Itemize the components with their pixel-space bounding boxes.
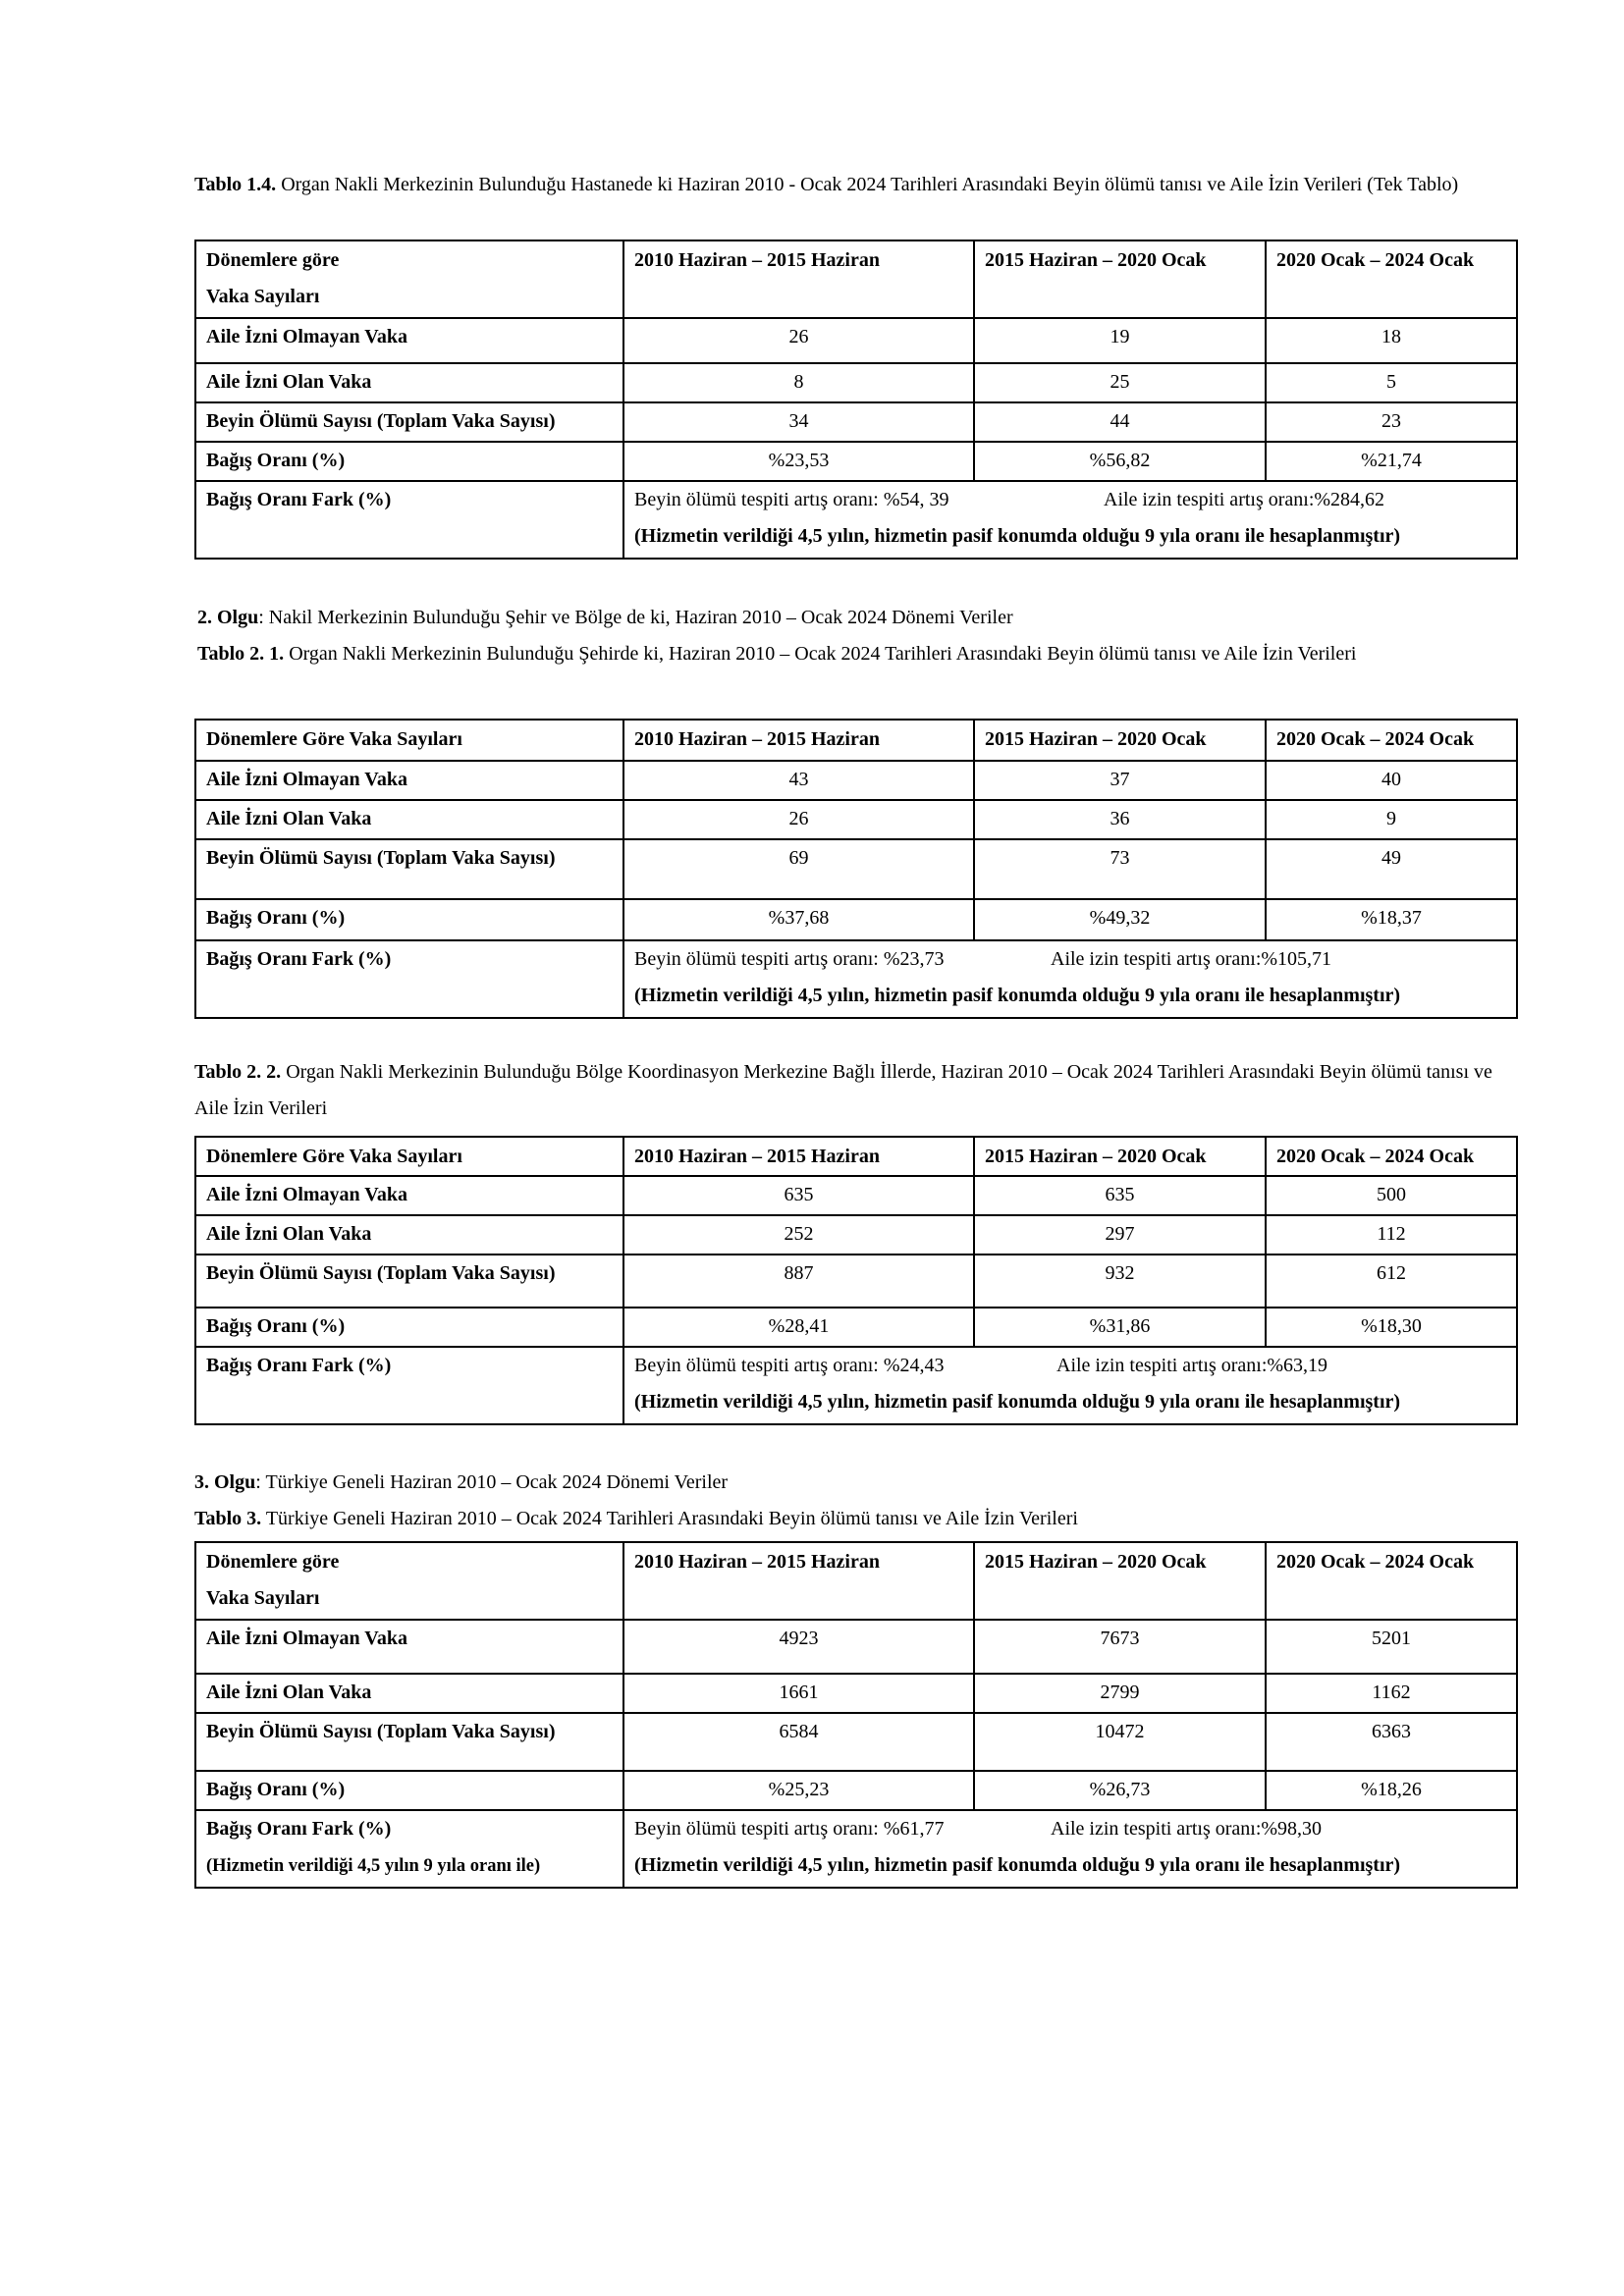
table-1-4 [194, 240, 1518, 560]
header-cell-period-1: 2010 Haziran – 2015 Haziran [623, 240, 974, 318]
row-label: Bağış Oranı Fark (%) [195, 940, 623, 1018]
caption-text: Türkiye Geneli Haziran 2010 – Ocak 2024 Tarihleri Arasındaki Beyin ölümü tanısı ve Aile İzin Verileri [261, 1508, 1078, 1529]
table-row [195, 1215, 1517, 1255]
table-row [195, 402, 1517, 442]
cell-value: 36 [974, 800, 1266, 839]
cell-value: 5201 [1266, 1620, 1517, 1674]
caption-label: Tablo 3. [194, 1508, 262, 1529]
fark-beyin: Beyin ölümü tespiti artış oranı: %24,43 [634, 1355, 945, 1376]
fark-cell [623, 1347, 1517, 1424]
table-row-fark [195, 1810, 1517, 1888]
table-3-caption [194, 1501, 1530, 1537]
cell-value: 37 [974, 761, 1266, 800]
row-label: Beyin Ölümü Sayısı (Toplam Vaka Sayısı) [195, 839, 623, 899]
row-label: Aile İzni Olmayan Vaka [195, 1620, 623, 1674]
table-row-fark [195, 481, 1517, 559]
table-header-row [195, 720, 1517, 761]
cell-value: 49 [1266, 839, 1517, 899]
caption-text: Organ Nakli Merkezinin Bulunduğu Şehirde ki, Haziran 2010 – Ocak 2024 Tarihleri Arasındaki Beyin ölümü tanısı ve Aile İzin Verileri [284, 643, 1357, 665]
cell-value: 932 [974, 1255, 1266, 1308]
row-label: Aile İzni Olmayan Vaka [195, 761, 623, 800]
cell-value: 6584 [623, 1713, 974, 1771]
row-label: Bağış Oranı (%) [195, 442, 623, 481]
cell-value: 73 [974, 839, 1266, 899]
cell-value: %18,26 [1266, 1771, 1517, 1810]
header-cell-period-2: 2015 Haziran – 2020 Ocak [974, 240, 1266, 318]
cell-value: 34 [623, 402, 974, 442]
table-row [195, 442, 1517, 481]
header-line-1: Dönemlere göre [206, 1551, 340, 1573]
header-cell-period-2: 2015 Haziran – 2020 Ocak [974, 720, 1266, 761]
table-row [195, 839, 1517, 899]
table-3 [194, 1541, 1518, 1889]
header-cell-periods [195, 1542, 623, 1620]
table-2-1 [194, 719, 1518, 1019]
cell-value: 23 [1266, 402, 1517, 442]
row-label: Aile İzni Olan Vaka [195, 800, 623, 839]
header-cell-periods: Dönemlere Göre Vaka Sayıları [195, 720, 623, 761]
fark-note: (Hizmetin verildiği 4,5 yılın, hizmetin pasif konumda olduğu 9 yıla oranı ile hesaplanmıştır) [634, 1391, 1401, 1413]
table-header-row [195, 1137, 1517, 1176]
row-label: Aile İzni Olmayan Vaka [195, 1176, 623, 1215]
cell-value: 8 [623, 363, 974, 402]
olgu-label: 2. Olgu [197, 607, 259, 628]
cell-value: 40 [1266, 761, 1517, 800]
table-header-row [195, 1542, 1517, 1620]
caption-text: Organ Nakli Merkezinin Bulunduğu Bölge Koordinasyon Merkezine Bağlı İllerde, Haziran 2010 – Ocak 2024 Tarihleri Arasındaki Beyin ölümü tanısı ve Aile İzin Verileri [194, 1061, 1492, 1119]
row-label: Beyin Ölümü Sayısı (Toplam Vaka Sayısı) [195, 1713, 623, 1771]
table-1-4-caption [194, 167, 1530, 203]
cell-value: %25,23 [623, 1771, 974, 1810]
header-line-1: Dönemlere göre [206, 249, 340, 271]
cell-value: %21,74 [1266, 442, 1517, 481]
row-label-note: (Hizmetin verildiği 4,5 yılın 9 yıla oranı ile) [206, 1856, 541, 1876]
header-cell-period-1: 2010 Haziran – 2015 Haziran [623, 720, 974, 761]
row-label: Beyin Ölümü Sayısı (Toplam Vaka Sayısı) [195, 1255, 623, 1308]
cell-value: 26 [623, 800, 974, 839]
row-label: Aile İzni Olan Vaka [195, 363, 623, 402]
table-row [195, 318, 1517, 363]
cell-value: 25 [974, 363, 1266, 402]
cell-value: 2799 [974, 1674, 1266, 1713]
table-row [195, 1620, 1517, 1674]
table-2-2 [194, 1136, 1518, 1425]
cell-value: 43 [623, 761, 974, 800]
fark-note: (Hizmetin verildiği 4,5 yılın, hizmetin pasif konumda olduğu 9 yıla oranı ile hesaplanmıştır) [634, 525, 1401, 547]
header-line-2: Vaka Sayıları [206, 286, 320, 307]
row-label: Bağış Oranı (%) [195, 899, 623, 940]
cell-value: 44 [974, 402, 1266, 442]
cell-value: %23,53 [623, 442, 974, 481]
cell-value: 612 [1266, 1255, 1517, 1308]
caption-label: Tablo 2. 1. [197, 643, 285, 665]
table-row [195, 1674, 1517, 1713]
cell-value: %18,37 [1266, 899, 1517, 940]
fark-cell [623, 1810, 1517, 1888]
table-row [195, 1308, 1517, 1347]
fark-note: (Hizmetin verildiği 4,5 yılın, hizmetin pasif konumda olduğu 9 yıla oranı ile hesaplanmıştır) [634, 985, 1401, 1006]
cell-value: 4923 [623, 1620, 974, 1674]
table-row [195, 1255, 1517, 1308]
cell-value: 887 [623, 1255, 974, 1308]
cell-value: 69 [623, 839, 974, 899]
header-cell-period-2: 2015 Haziran – 2020 Ocak [974, 1137, 1266, 1176]
cell-value: 500 [1266, 1176, 1517, 1215]
cell-value: %28,41 [623, 1308, 974, 1347]
header-cell-period-3: 2020 Ocak – 2024 Ocak [1266, 1137, 1517, 1176]
table-row [195, 761, 1517, 800]
table-row [195, 800, 1517, 839]
fark-note: (Hizmetin verildiği 4,5 yılın, hizmetin pasif konumda olduğu 9 yıla oranı ile hesaplanmıştır) [634, 1854, 1401, 1876]
cell-value: 18 [1266, 318, 1517, 363]
table-row [195, 1771, 1517, 1810]
row-label: Bağış Oranı Fark (%) [195, 1347, 623, 1424]
header-cell-period-3: 2020 Ocak – 2024 Ocak [1266, 720, 1517, 761]
fark-beyin: Beyin ölümü tespiti artış oranı: %54, 39 [634, 489, 949, 510]
header-cell-period-3: 2020 Ocak – 2024 Ocak [1266, 240, 1517, 318]
table-row [195, 1713, 1517, 1771]
fark-aile: Aile izin tespiti artış oranı:%284,62 [1104, 489, 1385, 510]
cell-value: %26,73 [974, 1771, 1266, 1810]
fark-beyin: Beyin ölümü tespiti artış oranı: %23,73 [634, 948, 945, 970]
table-row [195, 899, 1517, 940]
table-2-2-caption [194, 1054, 1530, 1127]
fark-aile: Aile izin tespiti artış oranı:%105,71 [1051, 948, 1332, 970]
cell-value: 5 [1266, 363, 1517, 402]
cell-value: 297 [974, 1215, 1266, 1255]
olgu-text: : Türkiye Geneli Haziran 2010 – Ocak 2024 Dönemi Veriler [255, 1471, 729, 1493]
header-cell-period-1: 2010 Haziran – 2015 Haziran [623, 1542, 974, 1620]
cell-value: 9 [1266, 800, 1517, 839]
table-2-1-caption [197, 636, 1533, 672]
olgu-text: : Nakil Merkezinin Bulunduğu Şehir ve Bölge de ki, Haziran 2010 – Ocak 2024 Dönemi Veriler [258, 607, 1013, 628]
header-cell-period-2: 2015 Haziran – 2020 Ocak [974, 1542, 1266, 1620]
table-header-row [195, 240, 1517, 318]
cell-value: 1661 [623, 1674, 974, 1713]
cell-value: %56,82 [974, 442, 1266, 481]
olgu-2-heading [197, 600, 1533, 636]
table-row-fark [195, 1347, 1517, 1424]
header-cell-periods [195, 240, 623, 318]
fark-cell [623, 481, 1517, 559]
row-label-fark [195, 1810, 623, 1888]
cell-value: 112 [1266, 1215, 1517, 1255]
fark-aile: Aile izin tespiti artış oranı:%98,30 [1051, 1818, 1323, 1840]
row-label: Bağış Oranı (%) [195, 1308, 623, 1347]
header-cell-period-3: 2020 Ocak – 2024 Ocak [1266, 1542, 1517, 1620]
cell-value: 7673 [974, 1620, 1266, 1674]
cell-value: 26 [623, 318, 974, 363]
cell-value: 635 [623, 1176, 974, 1215]
cell-value: %37,68 [623, 899, 974, 940]
fark-beyin: Beyin ölümü tespiti artış oranı: %61,77 [634, 1818, 945, 1840]
row-label: Bağış Oranı (%) [195, 1771, 623, 1810]
caption-label: Tablo 1.4. [194, 174, 277, 195]
row-label: Bağış Oranı Fark (%) [206, 1818, 392, 1840]
header-cell-period-1: 2010 Haziran – 2015 Haziran [623, 1137, 974, 1176]
caption-label: Tablo 2. 2. [194, 1061, 282, 1083]
cell-value: 252 [623, 1215, 974, 1255]
cell-value: %31,86 [974, 1308, 1266, 1347]
cell-value: 10472 [974, 1713, 1266, 1771]
caption-text: Organ Nakli Merkezinin Bulunduğu Hastanede ki Haziran 2010 - Ocak 2024 Tarihleri Arasındaki Beyin ölümü tanısı ve Aile İzin Verileri (Tek Tablo) [276, 174, 1459, 195]
table-row-fark [195, 940, 1517, 1018]
row-label: Aile İzni Olan Vaka [195, 1215, 623, 1255]
cell-value: 19 [974, 318, 1266, 363]
table-row [195, 363, 1517, 402]
row-label: Bağış Oranı Fark (%) [195, 481, 623, 559]
row-label: Aile İzni Olan Vaka [195, 1674, 623, 1713]
cell-value: 6363 [1266, 1713, 1517, 1771]
olgu-label: 3. Olgu [194, 1471, 256, 1493]
cell-value: %18,30 [1266, 1308, 1517, 1347]
olgu-3-heading [194, 1465, 1530, 1501]
fark-cell [623, 940, 1517, 1018]
cell-value: 1162 [1266, 1674, 1517, 1713]
row-label: Aile İzni Olmayan Vaka [195, 318, 623, 363]
cell-value: %49,32 [974, 899, 1266, 940]
header-line-2: Vaka Sayıları [206, 1587, 320, 1609]
table-row [195, 1176, 1517, 1215]
fark-aile: Aile izin tespiti artış oranı:%63,19 [1056, 1355, 1328, 1376]
row-label: Beyin Ölümü Sayısı (Toplam Vaka Sayısı) [195, 402, 623, 442]
header-cell-periods: Dönemlere Göre Vaka Sayıları [195, 1137, 623, 1176]
cell-value: 635 [974, 1176, 1266, 1215]
